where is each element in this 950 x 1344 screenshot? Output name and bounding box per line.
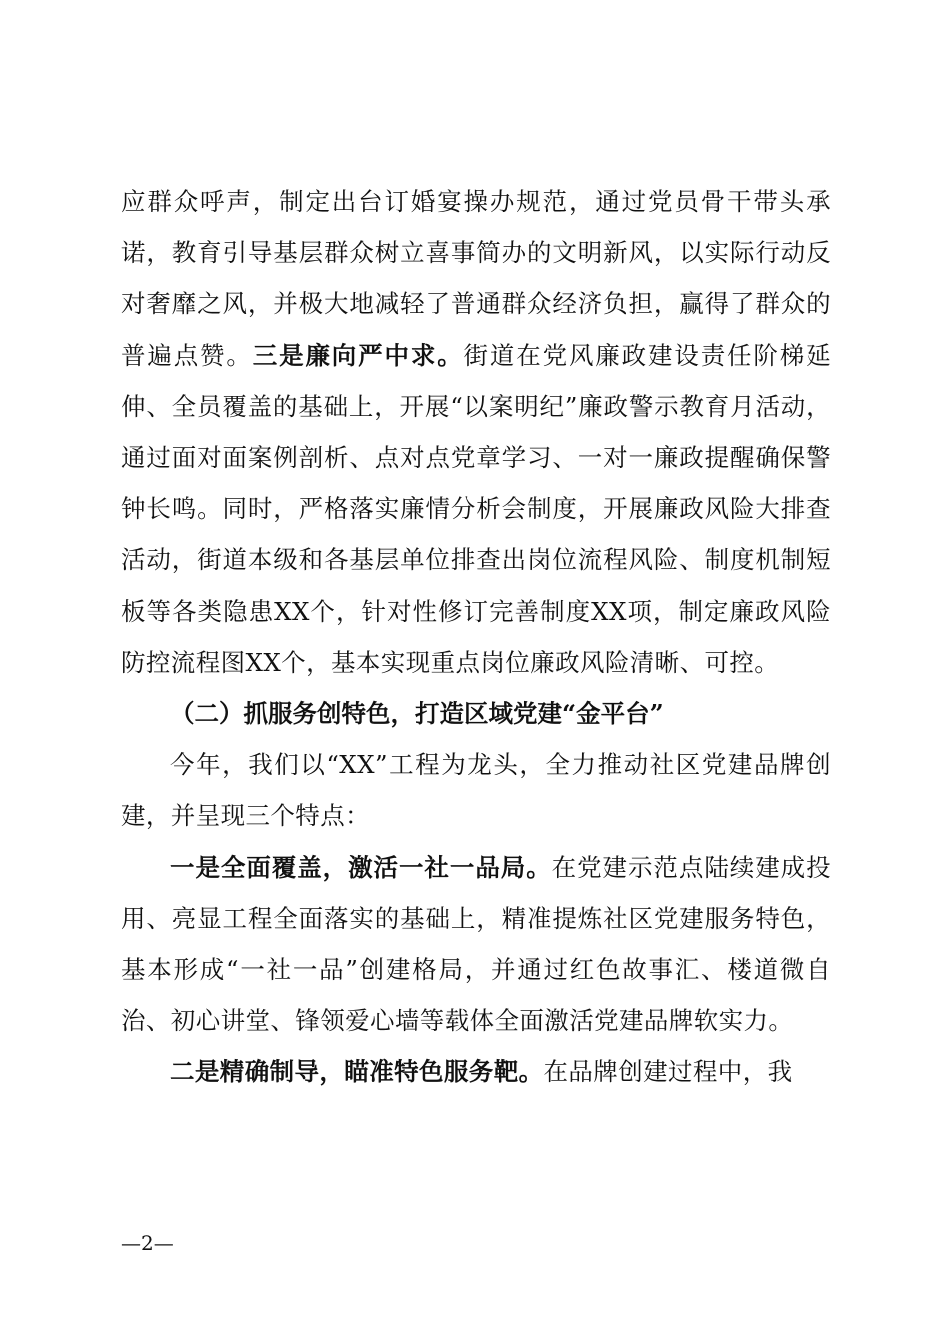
document-body <box>121 176 831 1098</box>
paragraph-1-bold-lead: 三是廉向严中求。 <box>252 340 464 370</box>
paragraph-1 <box>121 176 831 688</box>
paragraph-3 <box>121 842 831 1047</box>
section-heading: （二）抓服务创特色，打造区域党建“金平台” <box>170 699 664 729</box>
paragraph-4-bold-lead: 二是精确制导，瞄准特色服务靶。 <box>170 1057 544 1087</box>
paragraph-3-text: 在党建示范点陆续建成投用、亮显工程全面落实的基础上，精准提炼社区党建服务特色，基本形成“一社一品”创建格局，并通过红色故事汇、楼道微自治、初心讲堂、锋领爱心墙等载体全面激活党建品牌软实力。 <box>121 852 831 1036</box>
paragraph-1-text-end: 街道在党风廉政建设责任阶梯延伸、全员覆盖的基础上，开展“以案明纪”廉政警示教育月活动，通过面对面案例剖析、点对点党章学习、一对一廉政提醒确保警钟长鸣。同时，严格落实廉情分析会制度，开展廉政风险大排查活动，街道本级和各基层单位排查出岗位流程风险、制度机制短板等各类隐患XX个，针对性修订完善制度XX项，制定廉政风险防控流程图XX个，基本实现重点岗位廉政风险清晰、可控。 <box>121 340 831 677</box>
paragraph-2: 今年，我们以“XX”工程为龙头，全力推动社区党建品牌创建，并呈现三个特点： <box>121 750 831 831</box>
paragraph-3-bold-lead: 一是全面覆盖，激活一社一品局。 <box>170 852 552 882</box>
paragraph-1-text-start: 应群众呼声，制定出台订婚宴操办规范，通过党员骨干带头承诺，教育引导基层群众树立喜事简办的文明新风，以实际行动反对奢靡之风，并极大地减轻了普通群众经济负担，赢得了群众的普遍点赞。 <box>121 187 831 370</box>
page-number: —2— <box>121 1231 174 1255</box>
paragraph-4 <box>121 1046 831 1097</box>
paragraph-4-text: 在品牌创建过程中，我 <box>543 1057 793 1087</box>
